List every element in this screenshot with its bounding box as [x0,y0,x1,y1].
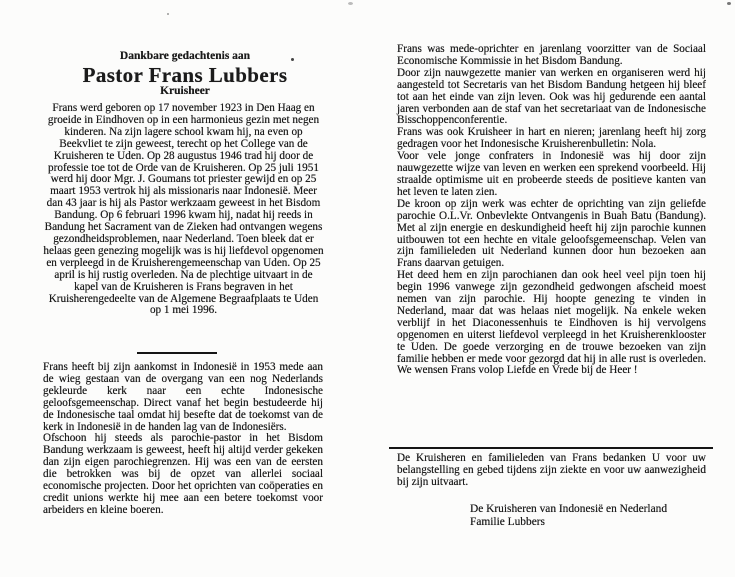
right-column-block [397,44,706,377]
order-subtitle: Kruisheer [160,85,210,97]
signature-line: Familie Lubbers [470,515,545,528]
dedication-line: Dankbare gedachtenis aan [119,50,251,62]
card-header [45,50,325,97]
left-column-divider [137,352,217,354]
biography-paragraph-centered: Frans werd geboren op 17 november 1923 in Den Haag en groeide in Eindhoven op in een harmonieus gezin met negen kinderen. Na zijn lagere school kwam hij, na even op Beekvliet te zijn geweest, terecht op het College van de Kruisheren te Uden. Op 28 augustus 1946 trad hij door de professie toe tot de Orde van de Kruisheren. Op 25 juli 1951 werd hij door Mgr. J. Goumans tot priester gewijd en op 25 maart 1953 vertrok hij als missionaris naar Indonesië. Meer dan 43 jaar is hij als Pastor werkzaam geweest in het Bisdom Bandung. Op 6 februari 1996 kwam hij, nadat hij reeds in Bandung het Sacrament van de Zieken had ontvangen wegens gezondheidsproblemen, naar Nederland. Toen bleek dat er helaas geen genezing mogelijk was is hij liefdevol opgenomen en verpleegd in de Kruisherengemeenschap van Uden. Op 25 april is hij rustig overleden. Na de plechtige uitvaart in de kapel van de Kruisheren is Frans begraven in het Kruisherengedeelte van de Algemene Begraafplaats te Uden op 1 mei 1996. [43,102,324,317]
biography-paragraph: Het deed hem en zijn parochianen dan ook heel veel pijn toen hij begin 1996 vanwege zijn gezondheid gedwongen afscheid moest nemen van zijn parochie. Hij hoopte genezing te vinden in Nederland, maar dat was helaas niet mogelijk. Na enkele weken verblijf in het Diaconessenhuis te Eindhoven is hij vervolgens opgenomen en uiterst liefdevol verpleegd in het Kruisherenklooster te Uden. De goede verzorging en de trouwe bezoeken van zijn familie hebben er mede voor gezorgd dat hij in alle rust is overleden. We wensen Frans volop Liefde en Vrede bij de Heer ! [397,269,706,377]
scan-speck [727,2,731,5]
signature-line: De Kruisheren van Indonesië en Nederland [470,503,668,515]
scan-speck [167,13,169,15]
biography-paragraph: Voor vele jonge confraters in Indonesië was hij door zijn nauwgezette wijze van leven en werken een sprekend voorbeeld. Hij straalde optimisme uit en probeerde steeds de positieve kanten van het leven te laten zien. [397,150,706,198]
memorial-title: Pastor Frans Lubbers [82,63,288,87]
biography-paragraph: Frans heeft bij zijn aankomst in Indonesië in 1953 mede aan de wieg gestaan van de overgang van een nog Nederlands gekleurde kerk naar een echte Indonesische geloofsgemeenschap. Direct vanaf het begin bestudeerde hij de Indonesische taal omdat hij besefte dat de toekomst van de kerk in Indonesië in de handen lag van de Indonesiërs. [43,361,323,433]
biography-paragraph: Frans was mede-oprichter en jarenlang voorzitter van de Sociaal Economische Kommissie in het Bisdom Bandung. [397,43,706,67]
biography-paragraph: De kroon op zijn werk was echter de oprichting van zijn geliefde parochie O.L.Vr. Onbevlekte Ontvangenis in Buah Batu (Bandung). Met al zijn energie en deskundigheid heeft hij zijn parochie kunnen uitbouwen tot een hechte en vitale geloofsgemeenschap. Velen van zijn familieleden uit Nederland kunnen door hun bezoeken aan Frans daarvan getuigen. [397,197,706,270]
scan-speck [348,2,353,5]
biography-paragraph: Frans was ook Kruisheer in hart en nieren; jarenlang heeft hij zorg gedragen voor het Indonesische Kruisherenbulletin: Nola. [397,126,706,151]
left-column-lower-block [43,362,323,517]
biography-paragraph: Ofschoon hij steeds als parochie-pastor in het Bisdom Bandung werkzaam is geweest, heeft hij altijd verder gekeken dan zijn eigen parochiegrenzen. Hij was een van de eersten die betrokken was bij de opzet van allerlei sociaal economische projecten. Door het oprichten van coöperaties en credit unions werkte hij mee aan een betere toekomst voor arbeiders en kleine boeren. [43,432,323,516]
scan-speck [291,58,294,61]
signature-block [470,503,667,528]
thanks-paragraph: De Kruisheren en familieleden van Frans bedanken U voor uw belangstelling en gebed tijdens zijn ziekte en voor uw aanwezigheid bij zijn uitvaart. [397,452,706,488]
right-column-divider [389,447,713,449]
biography-paragraph: Door zijn nauwgezette manier van werken en organiseren werd hij aangesteld tot Secretaris van het Bisdom Bandung hetgeen hij bleef tot aan het einde van zijn leven. Ook was hij gedurende een aantal jaren verbonden aan de staf van het secretariaat van de Indonesische Bisschoppenconferentie. [397,66,706,127]
